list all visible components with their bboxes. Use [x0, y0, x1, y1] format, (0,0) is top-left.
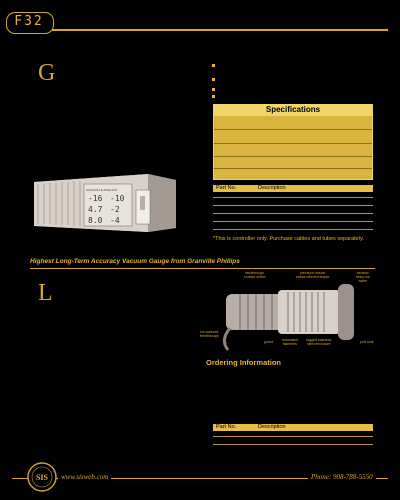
callout-rugged: rugged stainless steel enclosure	[306, 338, 332, 346]
specifications-panel	[213, 115, 373, 180]
col-part-no: Part No.	[216, 424, 237, 430]
svg-text:GRANVILLE-PHILLIPS: GRANVILLE-PHILLIPS	[86, 188, 118, 192]
tagline: Highest Long-Term Accuracy Vacuum Gauge from Granville Phillips	[30, 258, 240, 265]
section-2-initial: L	[38, 280, 53, 306]
controller-note: *This is controller only. Purchase cables and tubes separately.	[213, 236, 364, 242]
callout-ceramic: ceramic keep-out wafer	[356, 271, 370, 283]
spec-divider	[214, 143, 372, 144]
svg-text:SIS: SIS	[35, 473, 49, 482]
callout-port: port seal	[360, 340, 374, 344]
ordering-information-title: Ordering Information	[206, 358, 281, 367]
section-1-initial: G	[38, 60, 56, 86]
table-header	[213, 185, 373, 192]
table-row	[213, 444, 373, 445]
table-row	[213, 229, 373, 230]
table-row	[213, 197, 373, 198]
callout-precision-sensor: precision-wound stress relieved anode	[296, 271, 330, 279]
sis-logo	[26, 462, 58, 492]
controller-image	[28, 172, 180, 234]
readout-1-right: -10	[110, 194, 125, 203]
callout-redundant: redundant filaments	[282, 338, 298, 346]
website-link[interactable]: www.sisweb.com	[58, 473, 111, 481]
top-bar	[0, 12, 400, 34]
bullet-3	[212, 88, 215, 91]
tagline-rule	[30, 268, 375, 269]
spec-divider	[214, 129, 372, 130]
page-code: F32	[14, 14, 44, 29]
phone-number: Phone: 908-788-5550	[308, 473, 376, 481]
readout-3-right: -4	[110, 216, 120, 225]
specifications-title: Specifications	[213, 104, 373, 115]
table-row	[213, 436, 373, 437]
table-row	[213, 213, 373, 214]
bullet-2	[212, 78, 215, 81]
readout-2-left: 4.7	[88, 205, 103, 214]
ordering-table-header	[213, 424, 373, 431]
bullet-4	[212, 95, 215, 98]
callout-ion-collector: ion collector feedthrough	[200, 330, 219, 338]
spec-divider	[214, 156, 372, 157]
col-description: Description	[258, 185, 286, 191]
col-part-no: Part No.	[216, 185, 237, 191]
col-description: Description	[258, 424, 286, 430]
readout-2-right: -2	[110, 205, 120, 214]
spec-divider	[214, 168, 372, 169]
table-row	[213, 205, 373, 206]
header-rule	[52, 29, 388, 31]
callout-feedthrough: feedthrough contact shield	[244, 271, 266, 279]
readout-3-left: 8.0	[88, 216, 103, 225]
bullet-1	[212, 64, 215, 67]
readout-1-left: -16	[88, 194, 103, 203]
callout-guard: guard	[264, 340, 273, 344]
table-row	[213, 221, 373, 222]
